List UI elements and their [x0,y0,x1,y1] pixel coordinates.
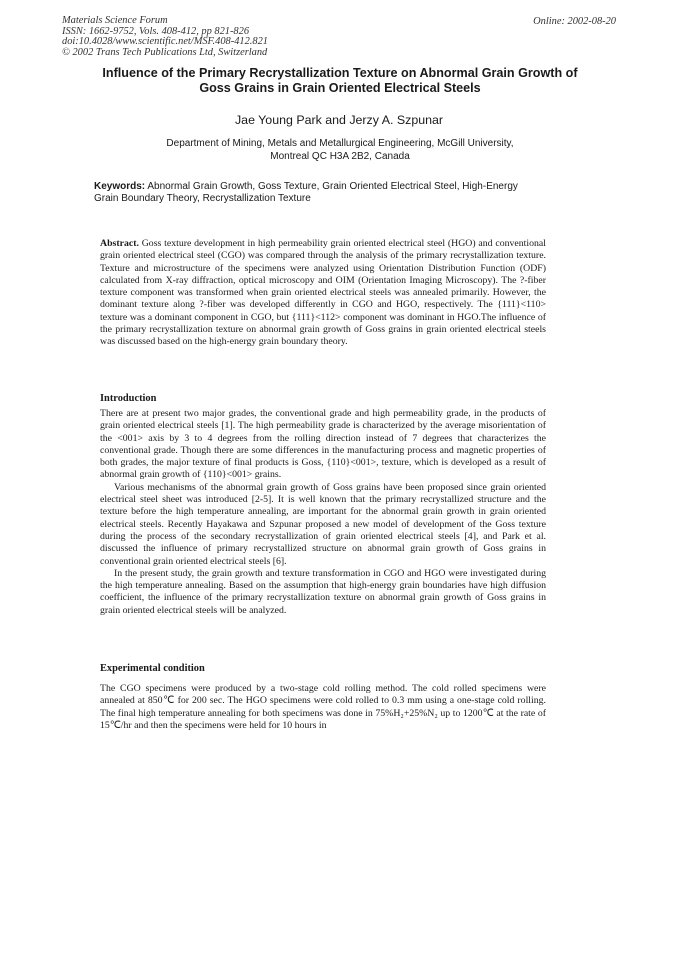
intro-paragraph-3: In the present study, the grain growth and texture transformation in CGO and HGO were investigated during the high temperature annealing. Based on the assumption that high-energy grain boundaries have high diffusion coefficient, the influence of the primary recrystallization texture on abnormal grain growth of Goss grains in grain oriented electrical steels will be analyzed. [100,567,546,616]
abstract-text: Goss texture development in high permeability grain oriented electrical steel (HGO) and conventional grain oriented electrical steel (CGO) was compared through the analysis of the primary recrystallization texture. Texture and microstructure of the specimens were analyzed using Orientation Distribution Function (ODF) calculated from X-ray diffraction, optical microscopy and OIM (Orientation Imaging Microscopy). The ?-fiber texture component was transformed when grain oriented electrical steels was annealed primarily. However, the dominant texture along ?-fiber was developed differently in CGO and HGO, respectively. The {111}<110> texture was a dominant component in CGO, but {111}<112> component was dominant in HGO.The influence of the primary recrystallization texture on abnormal grain growth of Goss grains in grain oriented electrical steels was discussed based on the high-energy grain boundary theory. [100,238,546,348]
issn-line: ISSN: 1662-9752, Vols. 408-412, pp 821-826 [62,25,250,37]
experimental-body [100,683,546,732]
intro-heading: Introduction [100,393,157,404]
intro-paragraph-2: Various mechanisms of the abnormal grain growth of Goss grains have been proposed since grain oriented electrical steel sheet was introduced [2-5]. It is well known that the primary recrystallized structure and the texture before the high temperature annealing, are important for the abnormal grain growth in grain oriented electrical steels. Recently Hayakawa and Szpunar proposed a new model of development of the Goss texture during the process of the secondary recrystallization of grain oriented electrical steels [4], and Park et al. discussed the influence of primary recrystallized structure on abnormal grain growth of Goss grains in conventional grain oriented electrical steels [6]. [100,481,546,567]
authors: Jae Young Park and Jerzy A. Szpunar [234,113,444,127]
copyright-line: © 2002 Trans Tech Publications Ltd, Switzerland [62,46,268,58]
experimental-heading: Experimental condition [100,663,205,674]
introduction-body [100,408,546,617]
affiliation [120,138,560,163]
intro-paragraph-1: There are at present two major grades, the conventional grade and high permeability grade, in the products of grain oriented electrical steels [1]. The high permeability grade is characterized by the average misorientation of the <001> axis by 3 to 4 degrees from the rolling direction instead of 7 degrees that characterizes the conventional grade. Though there are some differences in the manufacturing process and magnetic properties of both grades, the major texture of final products is Goss, {110}<001>, texture, which is developed as a result of abnormal grain growth of {110}<001> grains. [100,408,546,481]
keywords-label: Keywords: [94,181,146,192]
experimental-paragraph-1: The CGO specimens were produced by a two-stage cold rolling method. The cold rolled specimens were annealed at 850℃ for 200 sec. The HGO specimens were cold rolled to 0.3 mm using a one-stage cold rolling. The final high temperature annealing for both specimens was done in 75%H₂+25%N₂ up to 1200℃ at the rate of 15℃/hr and then the specimens were held for 10 hours in [100,683,546,731]
abstract-label: Abstract. [100,238,139,249]
keywords-text: Abnormal Grain Growth, Goss Texture, Grain Oriented Electrical Steel, High-Energy Grain Boundary Theory, Recrystallization Texture [94,181,518,205]
doi-line: doi:10.4028/www.scientific.net/MSF.408-412.821 [62,36,268,48]
online-date: Online: 2002-08-20 [533,16,616,27]
paper-title: Influence of the Primary Recrystallization Texture on Abnormal Grain Growth of Goss Grains in Grain Oriented Electrical Steels [102,66,578,95]
abstract [100,238,546,349]
affiliation-line-1: Department of Mining, Metals and Metallurgical Engineering, McGill University, [166,138,514,149]
affiliation-line-2: Montreal QC H3A 2B2, Canada [270,150,410,162]
journal-header [62,16,268,58]
journal-name: Materials Science Forum [62,15,168,26]
keywords [94,181,524,205]
